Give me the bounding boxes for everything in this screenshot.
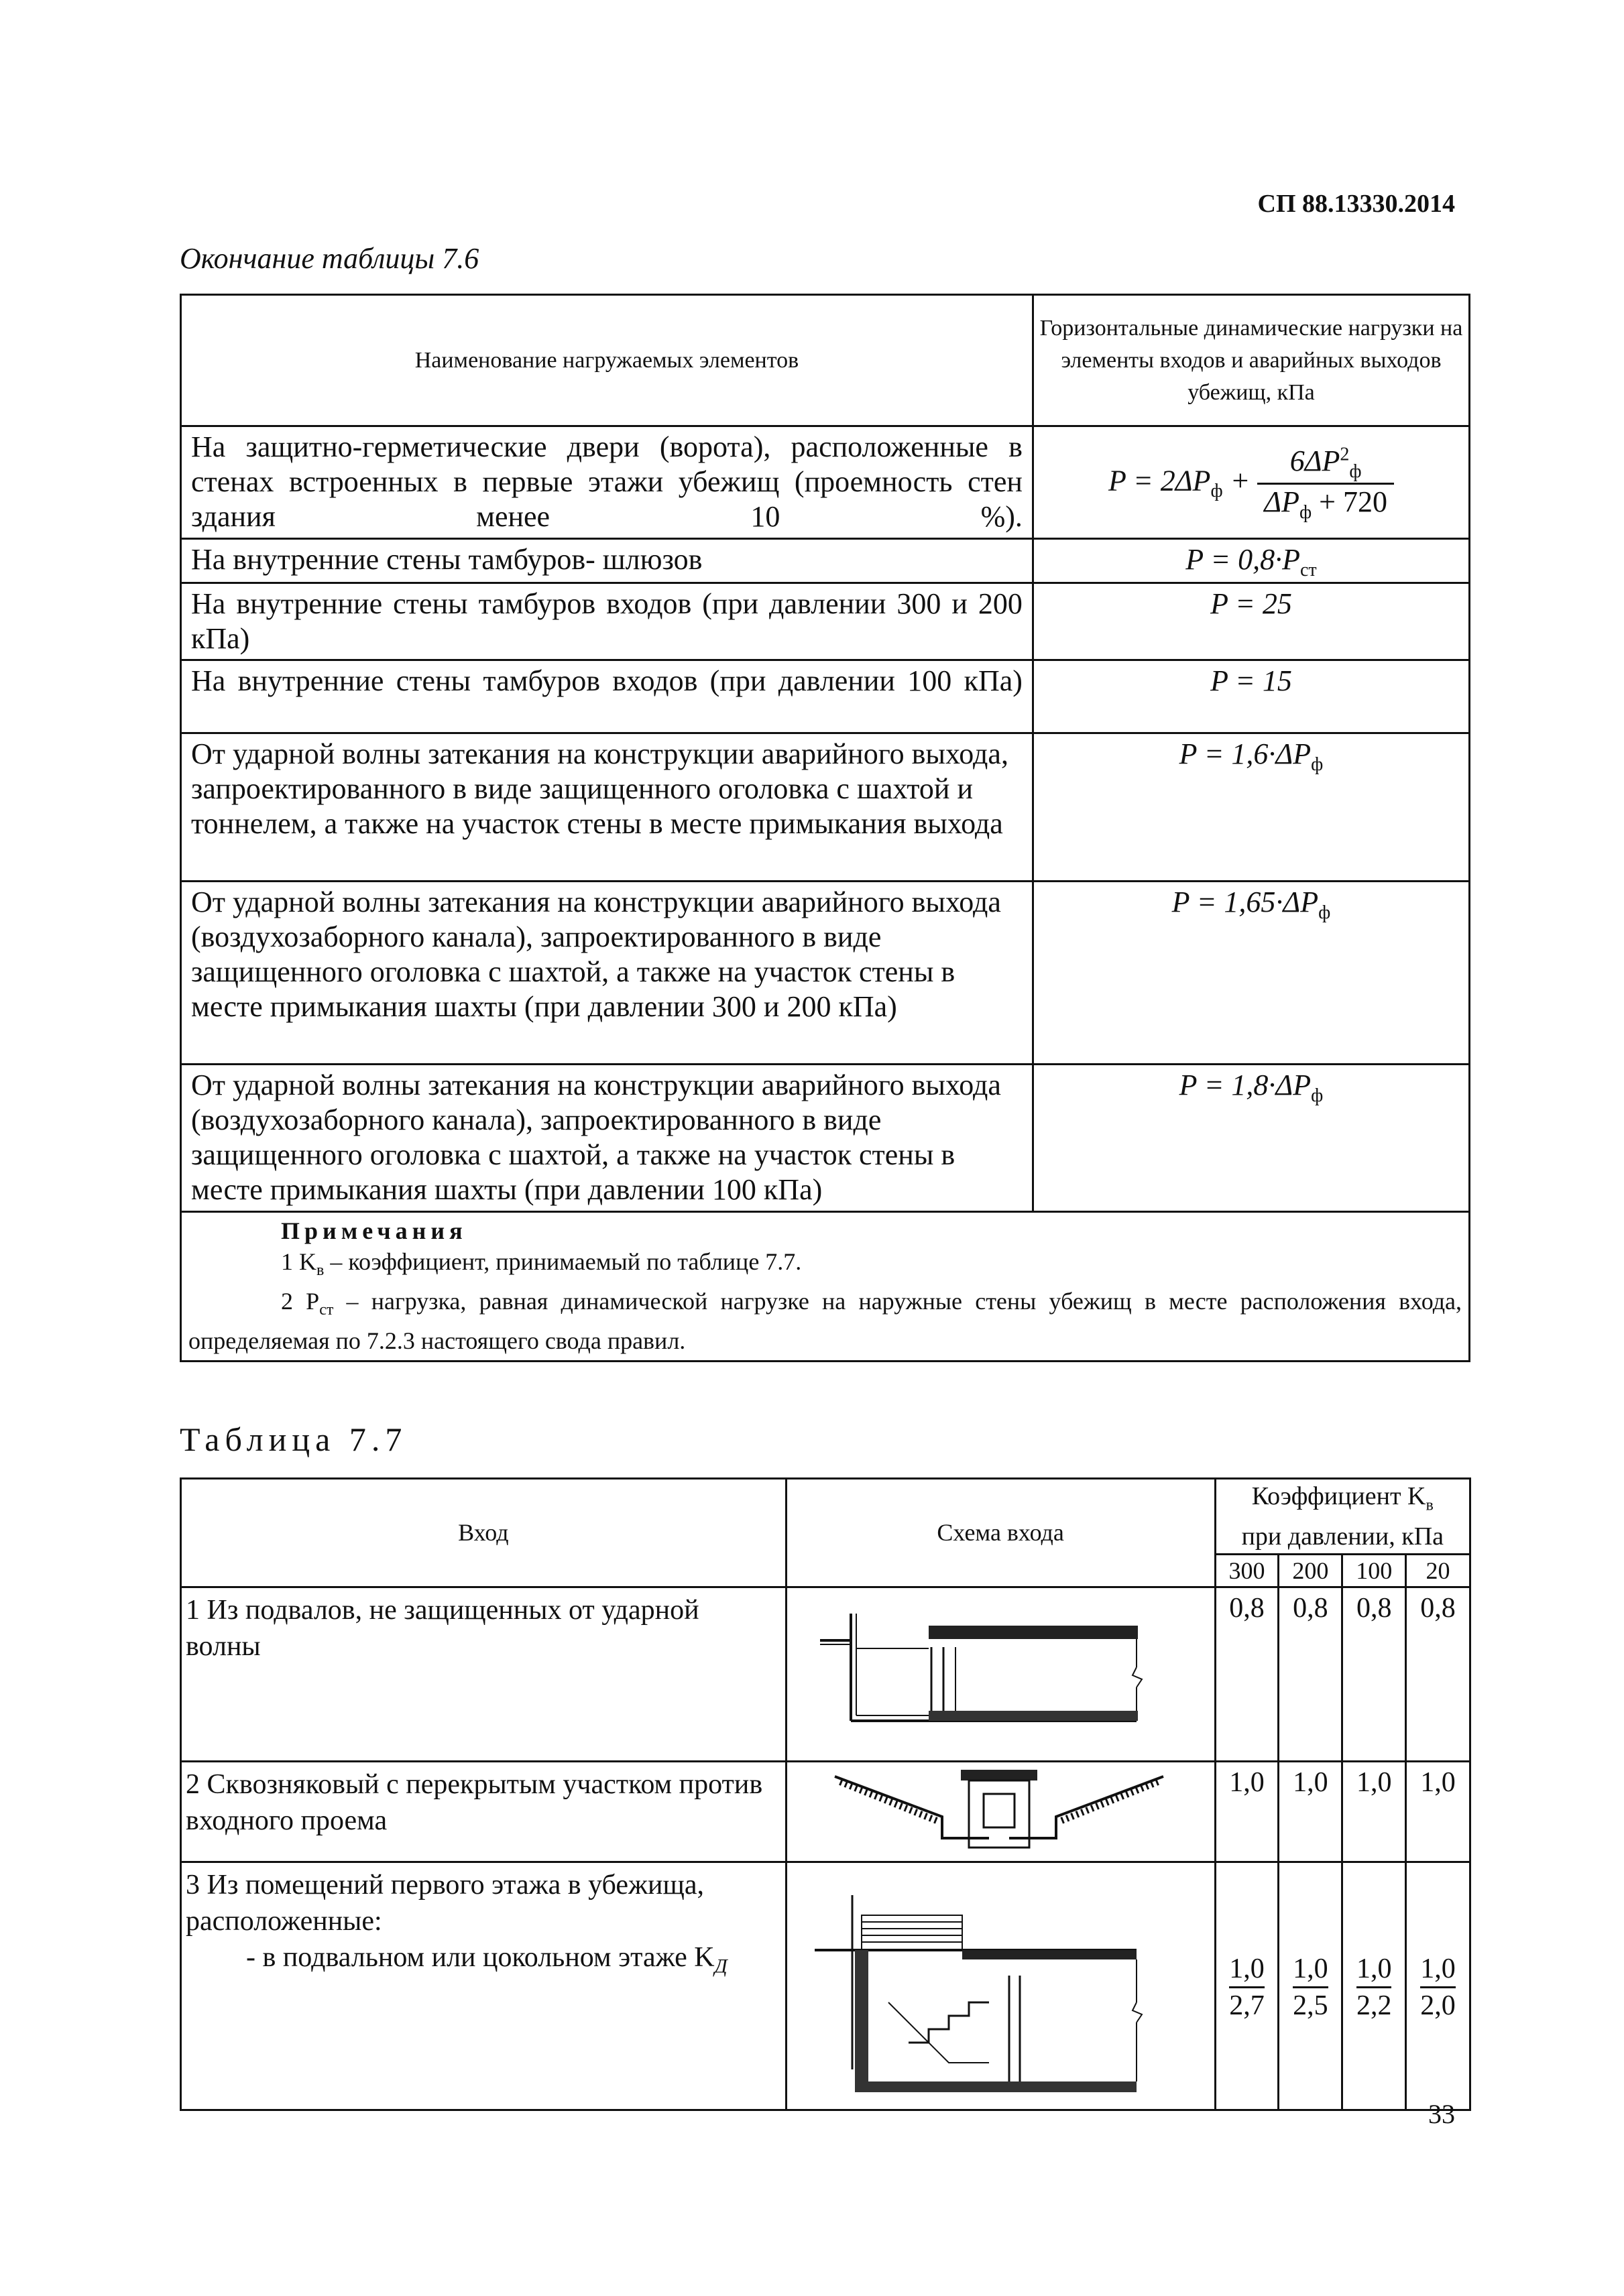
scheme-ground-floor-entry: [786, 1862, 1215, 2110]
value: 0,8: [1342, 1587, 1406, 1761]
row-formula: P = 25: [1033, 583, 1469, 660]
value: 1,0: [1342, 1761, 1406, 1862]
row-name: От ударной волны затекания на конструкции аварийного выхода (воздухозаборного канала), запроектированного в виде защищенного оголовка с шахтой, а также на участок стены в месте примыкания шахты (при давлении 100 кПа): [181, 1064, 1033, 1211]
column-header-load: Горизонтальные динамические нагрузки на элементы входов и аварийных выходов убежищ, кПа: [1033, 295, 1469, 426]
row-entry-line1: 3 Из помещений первого этажа в убежища, расположенные:: [186, 1869, 704, 1937]
table-7-6: [180, 294, 1470, 1362]
value-fraction: $\frac{1,0}{2,5}$: [1279, 1862, 1342, 2110]
row-formula: $P = 0,8\cdot P_{ст}$: [1033, 539, 1469, 583]
scheme-through-diagram: [788, 1764, 1213, 1858]
table-row: [181, 660, 1470, 733]
row-name: На внутренние стены тамбуров- шлюзов: [181, 539, 1033, 583]
column-header-scheme: Схема входа: [786, 1479, 1215, 1587]
row-name: На внутренние стены тамбуров входов (при давлении 300 и 200 кПа): [181, 583, 1033, 660]
row-entry: 1 Из подвалов, не защищенных от ударной волны: [181, 1587, 787, 1761]
value: 1,0: [1279, 1761, 1342, 1862]
notes-title: Примечания: [281, 1217, 467, 1244]
row-formula: $P = 1,65\cdot\Delta P_ф$: [1033, 881, 1469, 1064]
table-continuation-title: Окончание таблицы 7.6: [180, 242, 479, 275]
note-2: 2 $P_{ст}$ – нагрузка, равная динамической нагрузке на наружные стены убежищ в месте расположения входа, определяемая по 7.2.3 настоящего свода правил.: [188, 1287, 1462, 1355]
row-name: От ударной волны затекания на конструкции аварийного выхода, запроектированного в виде защищенного оголовка с шахтой и тоннелем, а также на участок стены в месте примыкания выхода: [181, 733, 1033, 881]
notes: [181, 1211, 1470, 1361]
pressure-300: 300: [1215, 1554, 1279, 1587]
value: 0,8: [1406, 1587, 1470, 1761]
document-code: СП 88.13330.2014: [1257, 190, 1455, 218]
row-name: От ударной волны затекания на конструкции аварийного выхода (воздухозаборного канала), запроектированного в виде защищенного оголовка с шахтой, а также на участок стены в месте примыкания шахты (при давлении 300 и 200 кПа): [181, 881, 1033, 1064]
column-header-coefficient: Коэффициент $K_в$ при давлении, кПа: [1215, 1479, 1470, 1555]
value-fraction: $\frac{1,0}{2,7}$: [1215, 1862, 1279, 2110]
scheme-basement-diagram: [788, 1593, 1213, 1754]
table-row: [181, 583, 1470, 660]
table-row: [181, 1761, 1470, 1862]
column-header-name: Наименование нагружаемых элементов: [181, 295, 1033, 426]
row-name: На внутренние стены тамбуров входов (при давлении 100 кПа): [181, 660, 1033, 733]
row-entry: 2 Сквозняковый с перекрытым участком против входного проема: [181, 1761, 787, 1862]
row-formula: $P = 2\Delta P_ф$ + $\frac{6\Delta P^2_ф}{\Delta P_ф + 720}$: [1033, 426, 1469, 539]
table-row: [181, 881, 1470, 1064]
value-fraction: $\frac{1,0}{2,0}$: [1406, 1862, 1470, 2110]
notes-row: [181, 1211, 1470, 1361]
pressure-200: 200: [1279, 1554, 1342, 1587]
note-1: 1 $K_в$ – коэффициент, принимаемый по таблице 7.7.: [281, 1248, 802, 1279]
scheme-basement-entry: [786, 1587, 1215, 1761]
value: 0,8: [1215, 1587, 1279, 1761]
table-row: [181, 1587, 1470, 1761]
table-row: [181, 426, 1470, 539]
table-row: [181, 1064, 1470, 1211]
table-row: [181, 1862, 1470, 2110]
value-fraction: $\frac{1,0}{2,2}$: [1342, 1862, 1406, 2110]
pressure-100: 100: [1342, 1554, 1406, 1587]
value: 1,0: [1406, 1761, 1470, 1862]
scheme-ground-floor-diagram: [788, 1868, 1213, 2103]
row-formula: $P = 1,6\cdot\Delta P_ф$: [1033, 733, 1469, 881]
row-entry: [181, 1862, 787, 2110]
table-7-7-title: Таблица 7.7: [180, 1421, 408, 1458]
table-row: [181, 733, 1470, 881]
row-name: На защитно-герметические двери (ворота), расположенные в стенах встроенных в первые этажи убежищ (проемность стен здания менее 10 %).: [181, 426, 1033, 539]
value: 0,8: [1279, 1587, 1342, 1761]
scheme-through-entry: [786, 1761, 1215, 1862]
row-entry-line2: - в подвальном или цокольном этаже $K_Д$: [246, 1941, 728, 1977]
formula-fraction: $\frac{6\Delta P^2_ф}{\Delta P_ф + 720}$: [1257, 444, 1394, 524]
page-number: 33: [1428, 2099, 1455, 2129]
row-formula: P = 15: [1033, 660, 1469, 733]
column-header-entry: Вход: [181, 1479, 787, 1587]
pressure-20: 20: [1406, 1554, 1470, 1587]
row-formula: $P = 1,8\cdot\Delta P_ф$: [1033, 1064, 1469, 1211]
table-7-7: [180, 1477, 1471, 2111]
value: 1,0: [1215, 1761, 1279, 1862]
table-row: [181, 539, 1470, 583]
